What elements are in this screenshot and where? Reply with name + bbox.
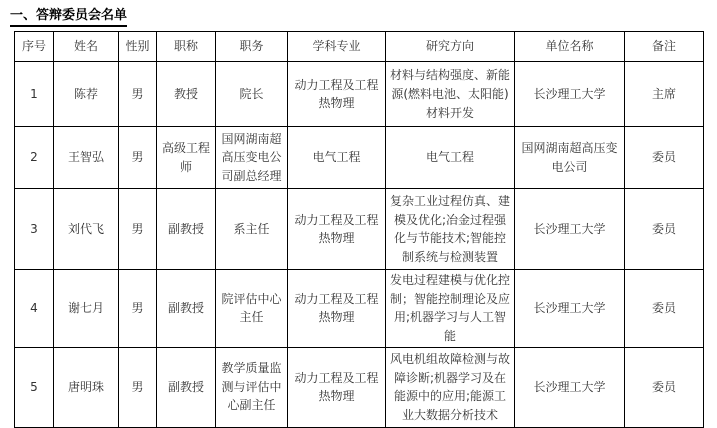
- table-row: [15, 347, 704, 427]
- table-cell: 动力工程及工程热物理: [288, 62, 386, 127]
- table-cell: 5: [15, 347, 54, 427]
- table-cell: 国网湖南超高压变电公司副总经理: [216, 127, 288, 189]
- table-cell: 副教授: [157, 189, 216, 270]
- table-cell: 刘代飞: [54, 189, 119, 270]
- table-cell: 王智弘: [54, 127, 119, 189]
- table-cell: 教授: [157, 62, 216, 127]
- table-cell: 动力工程及工程热物理: [288, 347, 386, 427]
- table-row: [15, 62, 704, 127]
- table-cell: 动力工程及工程热物理: [288, 189, 386, 270]
- table-cell: 1: [15, 62, 54, 127]
- table-cell: 主席: [625, 62, 704, 127]
- table-cell: 国网湖南超高压变电公司: [515, 127, 625, 189]
- table-cell: 陈荐: [54, 62, 119, 127]
- header-row: [15, 32, 704, 62]
- table-cell: 男: [119, 127, 157, 189]
- table-cell: 男: [119, 270, 157, 347]
- column-header: 姓名: [54, 32, 119, 62]
- table-cell: 动力工程及工程热物理: [288, 270, 386, 347]
- column-header: 性别: [119, 32, 157, 62]
- table-cell: 发电过程建模与优化控制；智能控制理论及应用;机器学习与人工智能: [386, 270, 515, 347]
- table-cell: 电气工程: [386, 127, 515, 189]
- table-cell: 复杂工业过程仿真、建模及优化;冶金过程强化与节能技术;智能控制系统与检测装置: [386, 189, 515, 270]
- table-cell: 4: [15, 270, 54, 347]
- table-row: [15, 127, 704, 189]
- table-cell: 谢七月: [54, 270, 119, 347]
- table-cell: 委员: [625, 189, 704, 270]
- table-cell: 高级工程师: [157, 127, 216, 189]
- column-header: 备注: [625, 32, 704, 62]
- table-cell: 教学质量监测与评估中心副主任: [216, 347, 288, 427]
- column-header: 职称: [157, 32, 216, 62]
- table-cell: 3: [15, 189, 54, 270]
- table-cell: 唐明珠: [54, 347, 119, 427]
- table-cell: 委员: [625, 270, 704, 347]
- column-header: 序号: [15, 32, 54, 62]
- table-cell: 委员: [625, 127, 704, 189]
- table-cell: 长沙理工大学: [515, 62, 625, 127]
- table-body: [15, 62, 704, 427]
- table-cell: 材料与结构强度、新能源(燃料电池、太阳能)材料开发: [386, 62, 515, 127]
- table-cell: 院长: [216, 62, 288, 127]
- table-cell: 长沙理工大学: [515, 270, 625, 347]
- table-cell: 电气工程: [288, 127, 386, 189]
- column-header: 研究方向: [386, 32, 515, 62]
- table-cell: 副教授: [157, 270, 216, 347]
- table-cell: 院评估中心主任: [216, 270, 288, 347]
- column-header: 职务: [216, 32, 288, 62]
- column-header: 单位名称: [515, 32, 625, 62]
- table-cell: 系主任: [216, 189, 288, 270]
- table-cell: 长沙理工大学: [515, 189, 625, 270]
- committee-table: [14, 31, 704, 427]
- section-title: 一、答辩委员会名单: [10, 8, 127, 27]
- table-cell: 男: [119, 189, 157, 270]
- table-row: [15, 189, 704, 270]
- column-header: 学科专业: [288, 32, 386, 62]
- table-cell: 男: [119, 347, 157, 427]
- table-cell: 长沙理工大学: [515, 347, 625, 427]
- table-cell: 委员: [625, 347, 704, 427]
- table-cell: 副教授: [157, 347, 216, 427]
- table-cell: 男: [119, 62, 157, 127]
- table-cell: 风电机组故障检测与故障诊断;机器学习及在能源中的应用;能源工业大数据分析技术: [386, 347, 515, 427]
- table-cell: 2: [15, 127, 54, 189]
- table-row: [15, 270, 704, 347]
